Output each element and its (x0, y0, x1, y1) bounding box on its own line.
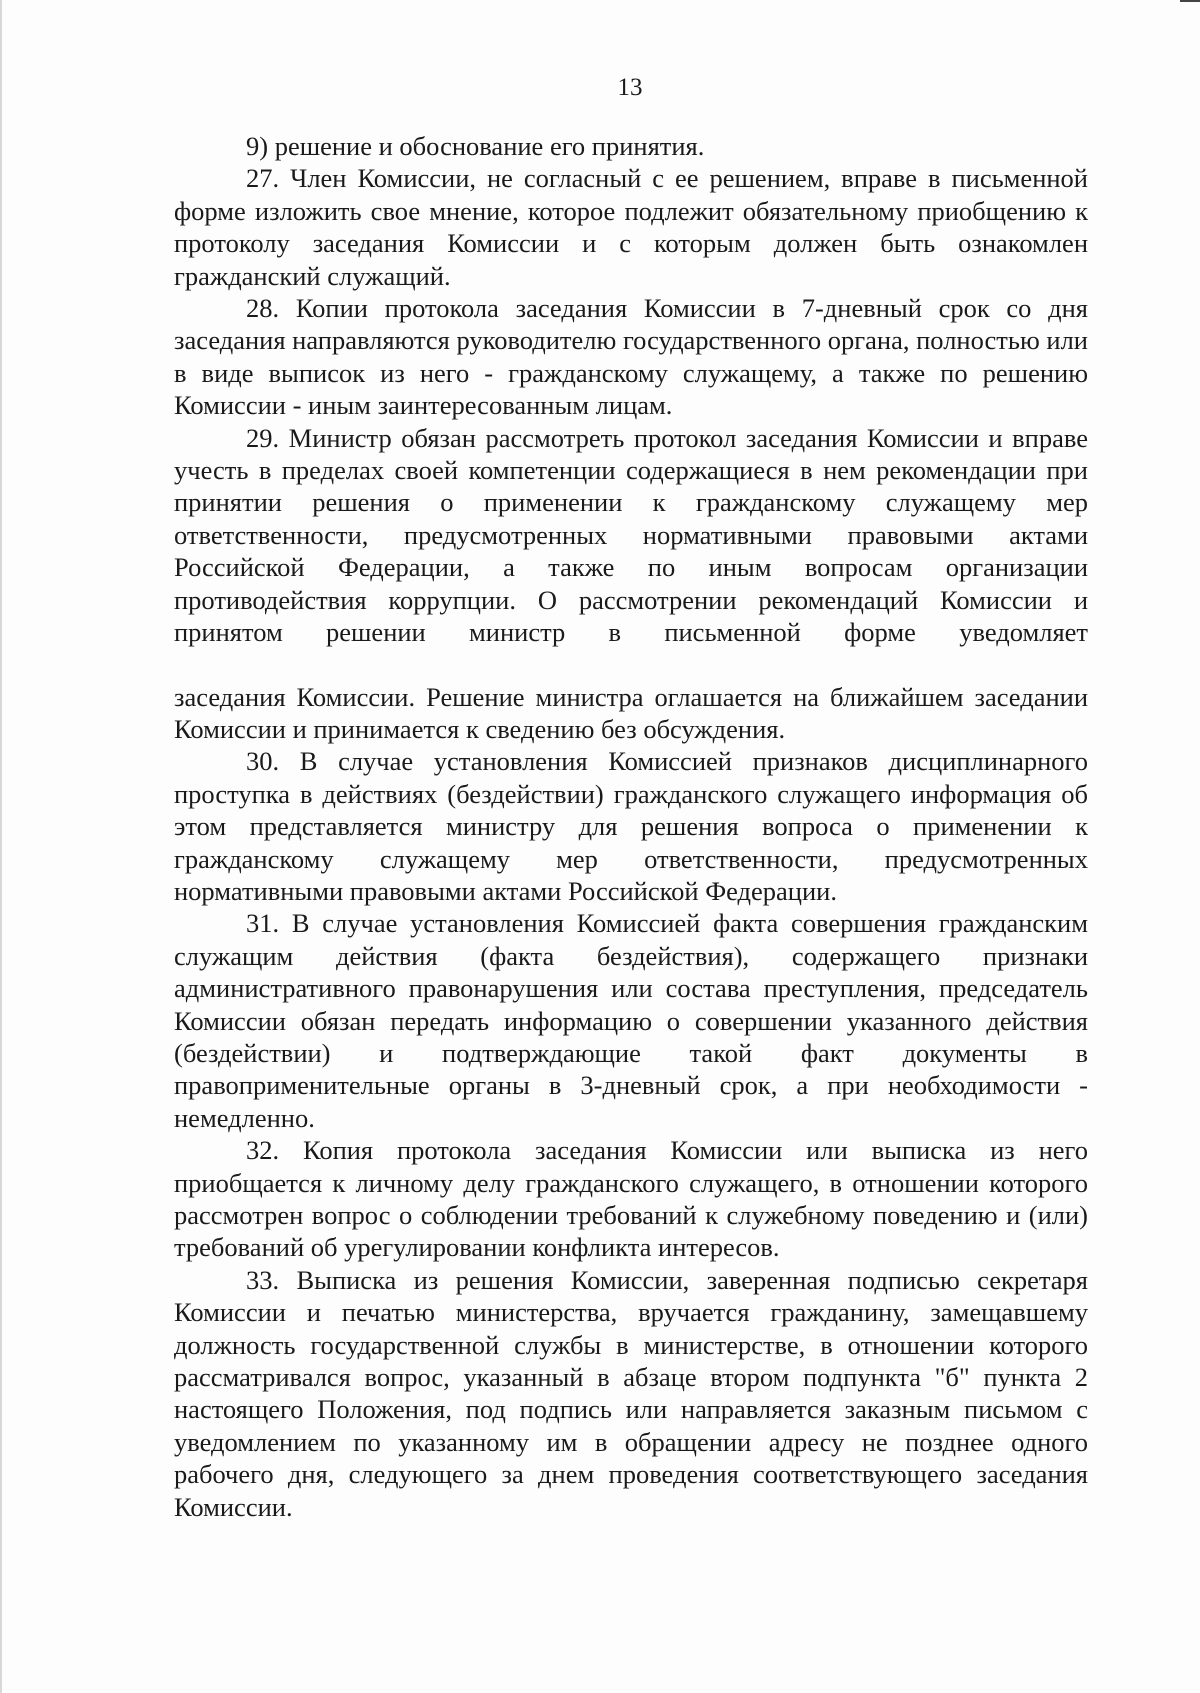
paragraph-33: 33. Выписка из решения Комиссии, заверенная подписью секретаря Комиссии и печатью министерства, вручается гражданину, замещавшему должность государственной службы в министерстве, в отношении которого рассматривался вопрос, указанный в абзаце втором подпункта "б" пункта 2 настоящего Положения, под подпись или направляется заказным письмом с уведомлением по указанному им в обращении адресу не позднее одного рабочего дня, следующего за днем проведения соответствующего заседания Комиссии. (174, 1264, 1088, 1522)
document-body (174, 130, 1088, 1523)
paragraph-28: 28. Копии протокола заседания Комиссии в 7-дневный срок со дня заседания направляются руководителю государственного органа, полностью или в виде выписок из него - гражданскому служащему, а также по решению Комиссии - иным заинтересованным лицам. (174, 293, 1088, 421)
page-number: 13 (617, 74, 643, 101)
paragraph-29-part-1: 29. Министр обязан рассмотреть протокол заседания Комиссии и вправе учесть в пределах своей компетенции содержащиеся в нем рекомендации при принятии решения о применении к гражданскому служащему мер ответственности, предусмотренных нормативными правовыми актами Российской Федерации, а также по иным вопросам организации противодействия коррупции. О рассмотрении рекомендаций Комиссии и принятом решении министр в письменной форме уведомляет (174, 422, 1088, 648)
scan-corner-artifact (1180, 0, 1200, 2)
paragraph-27: 27. Член Комиссии, не согласный с ее решением, вправе в письменной форме изложить свое мнение, которое подлежит обязательному приобщению к протоколу заседания Комиссии и с которым должен быть ознакомлен гражданский служащий. (174, 163, 1088, 291)
paragraph-31: 31. В случае установления Комиссией факта совершения гражданским служащим действия (факта бездействия), содержащего признаки административного правонарушения или состава преступления, председатель Комиссии обязан передать информацию о совершении указанного действия (бездействии) и подтверждающие такой факт документы в правоприменительные органы в 3-дневный срок, а при необходимости - немедленно. (174, 908, 1088, 1133)
missing-line-gap (174, 649, 1088, 681)
paragraph-30: 30. В случае установления Комиссией признаков дисциплинарного проступка в действиях (бездействии) гражданского служащего информация об этом представляется министру для решения вопроса о применении к гражданскому служащему мер ответственности, предусмотренных нормативными правовыми актами Российской Федерации. (174, 746, 1088, 906)
paragraph-26-item-9: 9) решение и обоснование его принятия. (246, 131, 705, 161)
paragraph-29-part-2: заседания Комиссии. Решение министра оглашается на ближайшем заседании Комиссии и принимается к сведению без обсуждения. (174, 681, 1088, 744)
scan-edge-artifact (0, 0, 2, 1693)
paragraph-32: 32. Копия протокола заседания Комиссии или выписка из него приобщается к личному делу гражданского служащего, в отношении которого рассмотрен вопрос о соблюдении требований к служебному поведению и (или) требований об урегулировании конфликта интересов. (174, 1135, 1088, 1263)
